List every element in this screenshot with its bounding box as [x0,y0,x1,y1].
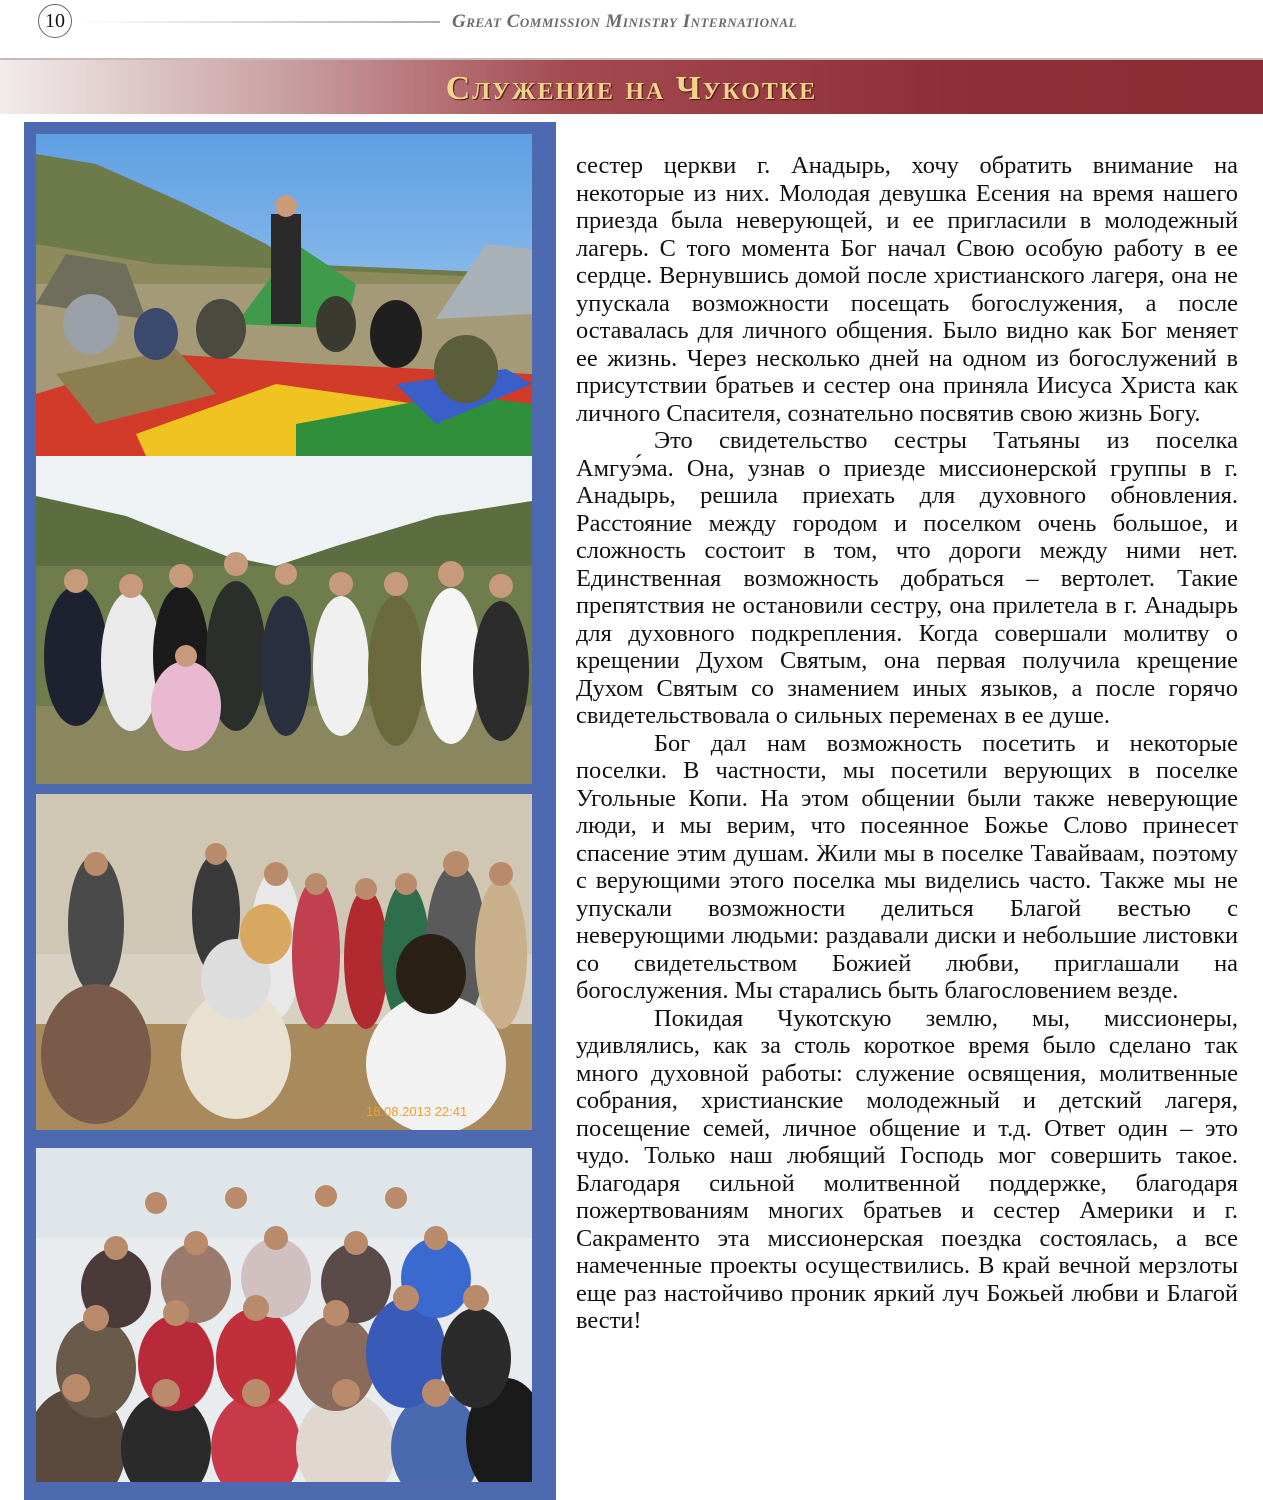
congregation-group-photo [36,1148,532,1482]
page-number: 10 [38,4,72,38]
section-title: Служение на Чукотке [445,70,818,107]
header-rule [78,21,440,23]
photo-timestamp: 18.08.2013 22:41 [366,1104,468,1119]
article-text [576,152,1238,1335]
article-paragraph-4: Покидая Чукотскую землю, мы, миссионеры, удивлялись, как за столь короткое время было сделано так много духовной работы: служение освящения, молитвенные собрания, христианские молодежный и детский лагеря, посещение семей, личное общение и т.д. Ответ один – это чудо. Только наш любящий Господь мог совершить такое. Благодаря сильной молитвенной поддержке, благодаря пожертвованиям многих братьев и сестер Америки и г. Сакраменто эта миссионерская поездка состоялась, а все намеченные проекты осуществились. В край вечной мерзлоты еще раз настойчиво проник яркий луч Божьей любви и Благой вести! [576,1004,1238,1334]
article-paragraph-3: Бог дал нам возможность посетить и некоторые поселки. В частности, мы посетили верующих в поселке Угольные Копи. На этом общении были также неверующие люди, и мы верим, что посеянное Божье Слово принесет спасение этим душам. Жили мы в поселке Тавайваам, поэтому с верующими этого поселка мы виделись часто. Также мы не упускали возможности делиться Благой вестью с неверующими людьми: раздавали диски и небольшие листовки со свидетельством Божией любви, приглашали на богослужения. Мы старались быть благословением везде. [576,729,1238,1004]
group-in-valley-photo [36,456,532,784]
magazine-title: Great Commission Ministry International [452,11,797,32]
camp-on-tundra-photo [36,134,532,456]
article-paragraph-1: сестер церкви г. Анадырь, хочу обратить внимание на некоторые из них. Молодая девушка Есения на время нашего приезда была неверующей, и ее пригласили в молодежный лагерь. С того момента Бог начал Свою особую работу в ее сердце. Вернувшись домой после христианского лагеря, она не упускала возможности посещать богослужения, а после оставалась для личного общения. Было видно как Бог меняет ее жизнь. Через несколько дней на одном из богослужений в присутствии братьев и сестер она приняла Иисуса Христа как личного Спасителя, сознательно посвятив свою жизнь Богу. [576,152,1238,427]
photo-column [24,122,556,1500]
church-service-photo [36,794,532,1130]
article-paragraph-2: Это свидетельство сестры Татьяны из поселка Амгуэ́ма. Она, узнав о приезде миссионерской группы в г. Анадырь, решила приехать для духовного обновления. Расстояние между городом и поселком очень большое, и сложность состоит в том, что дороги между ними нет. Единственная возможность добраться – вертолет. Такие препятствия не остановили сестру, она прилетела в г. Анадырь для духовного подкрепления. Когда совершали молитву о крещении Духом Святым, она первая получила крещение Духом Святым со знамением иных языков, а после горячо свидетельствовала о сильных переменах в ее душе. [576,427,1238,729]
